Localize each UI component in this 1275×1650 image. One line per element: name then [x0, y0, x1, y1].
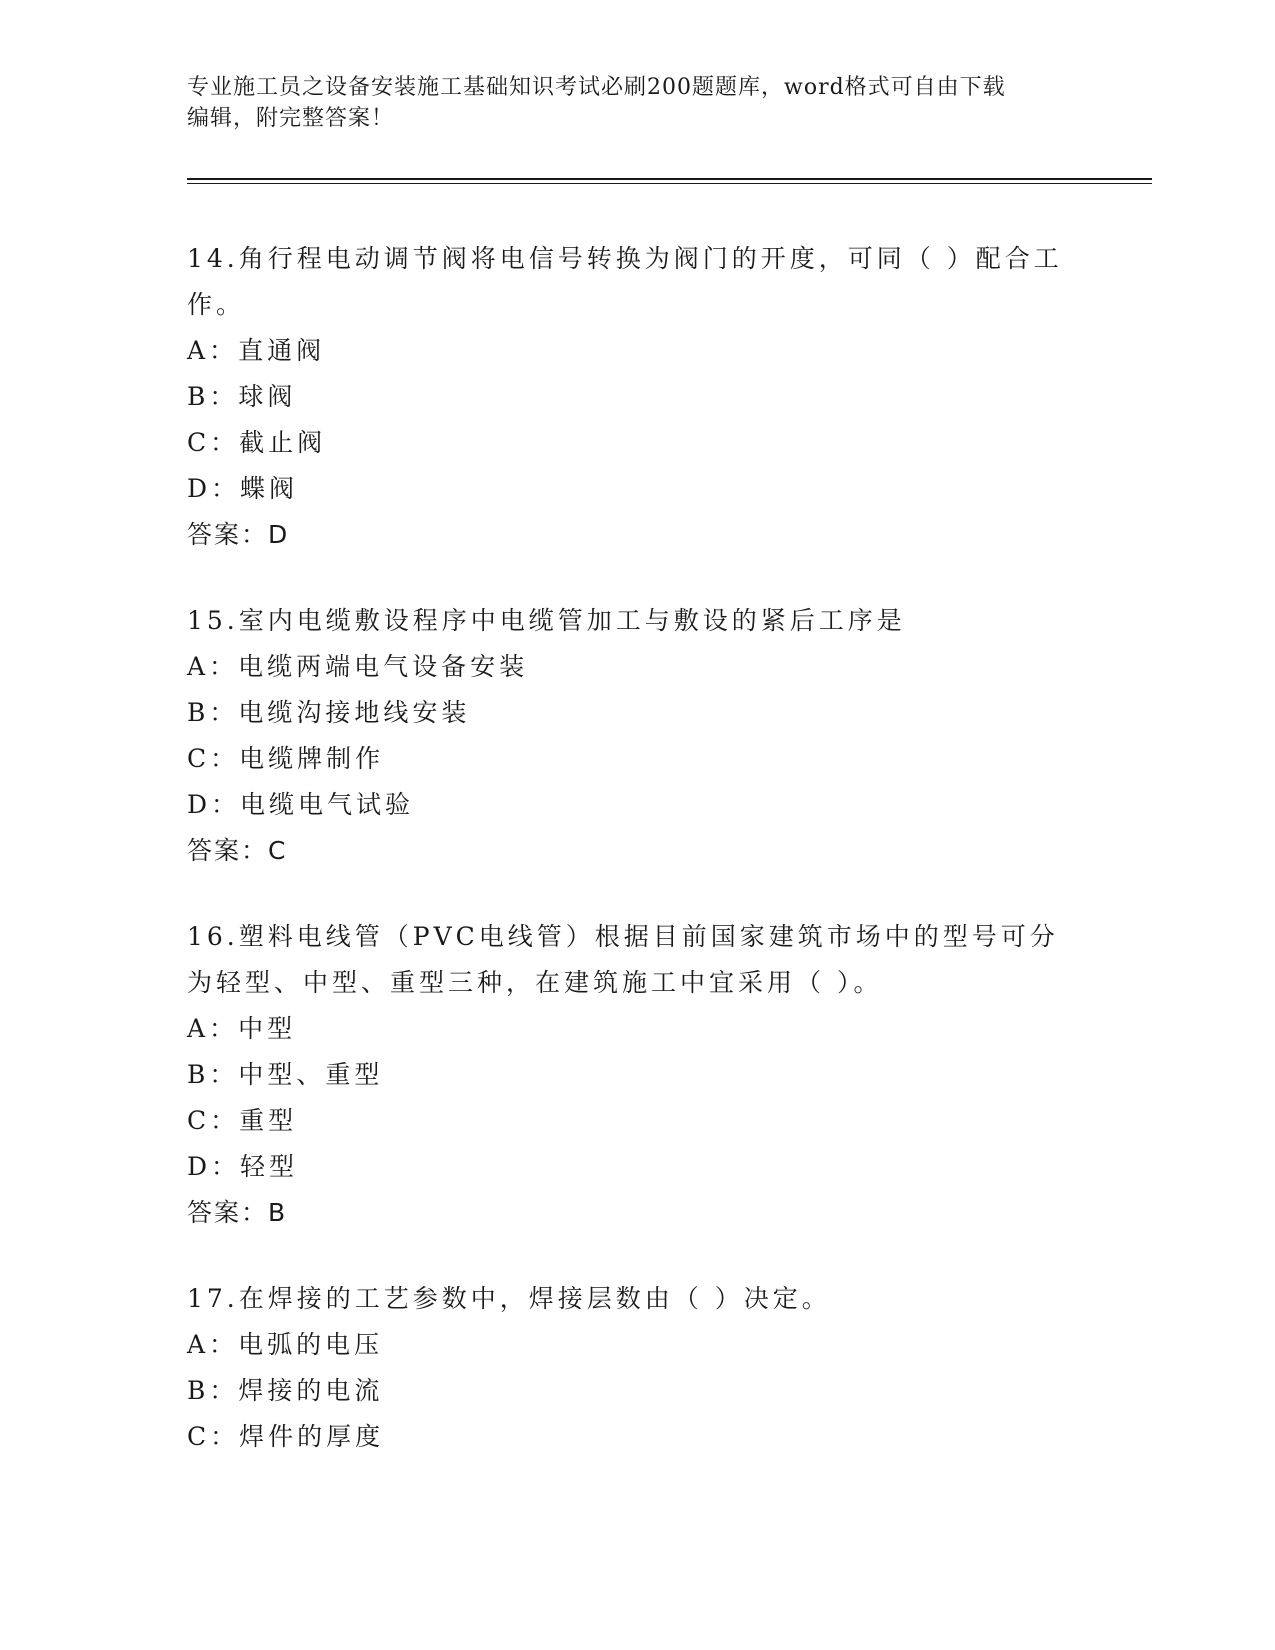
question-answer: 答案：D — [187, 520, 290, 549]
answer-option — [187, 1052, 1087, 1098]
question-answer: 答案：B — [187, 1198, 288, 1227]
option-text: 重型 — [239, 1106, 298, 1135]
option-letter: A： — [187, 1330, 239, 1359]
option-letter: A： — [187, 652, 239, 681]
question-list — [187, 236, 1087, 1500]
answer-option — [187, 690, 1087, 736]
option-letter: A： — [187, 336, 239, 365]
option-text: 中型、重型 — [238, 1060, 384, 1089]
option-letter: C： — [187, 744, 240, 773]
answer-option — [187, 1098, 1087, 1144]
option-text: 直通阀 — [238, 336, 326, 365]
question-block — [187, 914, 1087, 1236]
answer-option — [187, 466, 1087, 512]
header-divider-thick — [187, 178, 1152, 180]
option-letter: C： — [187, 1106, 240, 1135]
header-divider-thin — [187, 183, 1152, 184]
question-answer: 答案：C — [187, 836, 288, 865]
answer-option — [187, 374, 1087, 420]
answer-option — [187, 420, 1087, 466]
answer-option — [187, 1368, 1087, 1414]
header-line-2: 编辑，附完整答案！ — [187, 106, 395, 131]
option-letter: C： — [187, 428, 240, 457]
question-block — [187, 236, 1087, 558]
option-letter: D： — [187, 1152, 241, 1181]
question-stem: 17.在焊接的工艺参数中，焊接层数由（ ）决定。 — [187, 1284, 831, 1313]
option-text: 焊件的厚度 — [239, 1422, 385, 1451]
option-letter: A： — [187, 1014, 239, 1043]
question-stem: 15.室内电缆敷设程序中电缆管加工与敷设的紧后工序是 — [187, 606, 906, 635]
question-stem: 14.角行程电动调节阀将电信号转换为阀门的开度，可同（ ）配合工作。 — [187, 244, 1063, 319]
answer-option — [187, 644, 1087, 690]
answer-option — [187, 1414, 1087, 1460]
option-letter: D： — [187, 474, 241, 503]
answer-option — [187, 328, 1087, 374]
option-letter: B： — [187, 1060, 239, 1089]
option-letter: D： — [187, 790, 241, 819]
option-text: 电弧的电压 — [238, 1330, 384, 1359]
document-header — [187, 72, 1087, 134]
option-text: 球阀 — [238, 382, 297, 411]
question-stem: 16.塑料电线管（PVC电线管）根据目前国家建筑市场中的型号可分为轻型、中型、重型三种，在建筑施工中宜采用（ ）。 — [187, 922, 1059, 997]
question-block — [187, 1276, 1087, 1460]
option-text: 电缆两端电气设备安装 — [238, 652, 529, 681]
option-text: 电缆沟接地线安装 — [238, 698, 471, 727]
answer-option — [187, 736, 1087, 782]
option-letter: B： — [187, 382, 239, 411]
option-text: 截止阀 — [239, 428, 327, 457]
option-text: 轻型 — [240, 1152, 299, 1181]
option-text: 电缆牌制作 — [239, 744, 385, 773]
option-letter: B： — [187, 698, 239, 727]
answer-option — [187, 1144, 1087, 1190]
header-line-1: 专业施工员之设备安装施工基础知识考试必刷200题题库，word格式可自由下载 — [187, 75, 1006, 100]
question-block — [187, 598, 1087, 874]
answer-option — [187, 1322, 1087, 1368]
option-letter: B： — [187, 1376, 239, 1405]
option-text: 电缆电气试验 — [240, 790, 415, 819]
answer-option — [187, 1006, 1087, 1052]
option-letter: C： — [187, 1422, 240, 1451]
answer-option — [187, 782, 1087, 828]
option-text: 焊接的电流 — [238, 1376, 384, 1405]
option-text: 蝶阀 — [240, 474, 299, 503]
option-text: 中型 — [238, 1014, 297, 1043]
